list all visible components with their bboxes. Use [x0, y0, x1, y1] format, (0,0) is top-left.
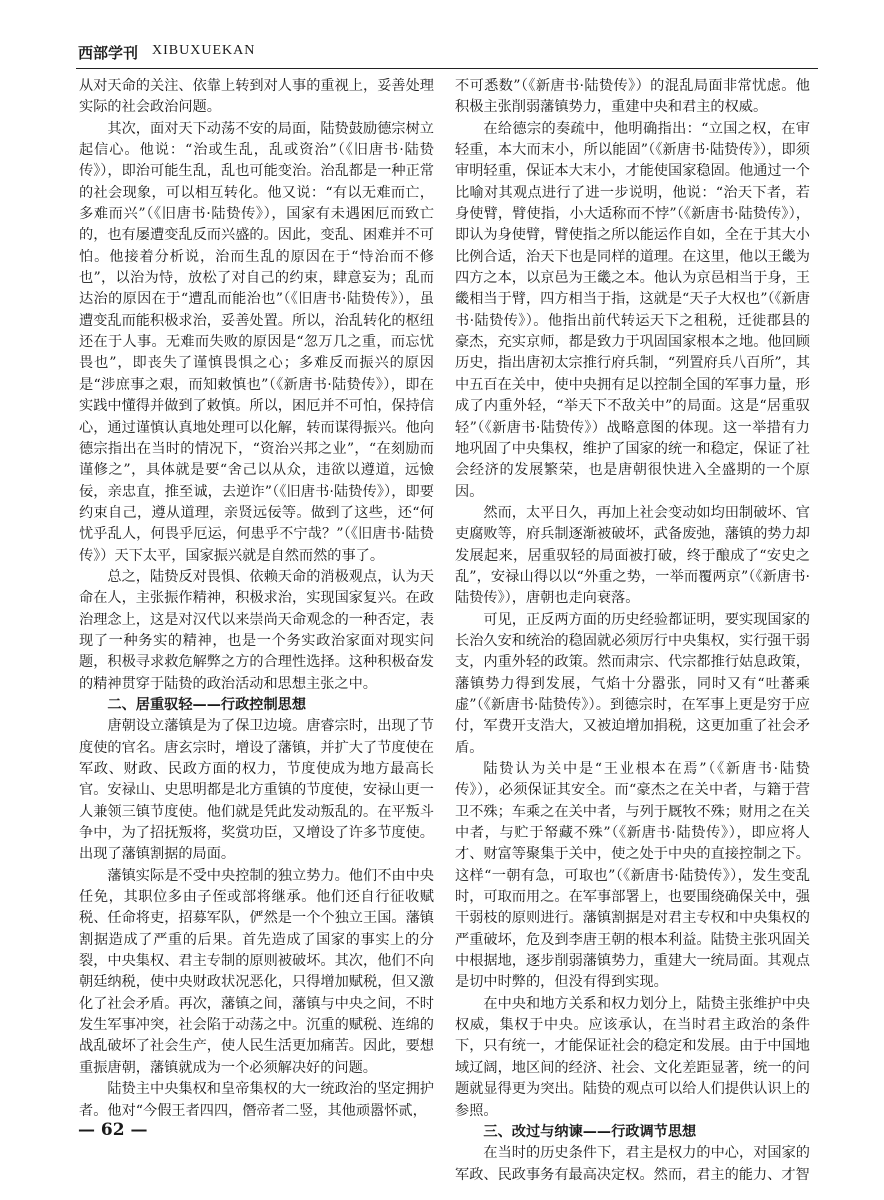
journal-name: 西部学刊 — [78, 44, 139, 62]
paragraph: 在中央和地方关系和权力划分上，陆贽主张维护中央权威，集权于中央。应该承认，在当时君主政治的条件下，只有统一，才能保证社会的稳定和发展。由于中国地域辽阔，地区间的经济、社会、文化差距显著，统一的问题就显得更为突出。陆贽的观点可以给人们提供认识上的参照。 — [455, 995, 810, 1119]
paragraph: 陆贽认为关中是“王业根本在焉”（《新唐书·陆贽传》），必须保证其安全。而“豪杰之在关中者，与籍于营卫不殊；车乘之在关中者，与列于厩牧不殊；财用之在关中者，与贮于帑藏不殊”（《新唐书·陆贽传》），即应将人才、财富等聚集于关中，使之处于中央的直接控制之下。这样“一朝有急，可取也”（《新唐书·陆贽传》），发生变乱时，可取而用之。在军事部署上，也要围绕确保关中，强干弱枝的原则进行。藩镇割据是对君主专权和中央集权的严重破坏，危及到李唐王朝的根本利益。陆贽主张巩固关中根据地，逐步削弱藩镇势力，重建大一统局面。其观点是切中时弊的，但没有得到实现。 — [455, 761, 810, 991]
page-number: — 62 — — [78, 1120, 148, 1140]
paragraph: 可见，正反两方面的历史经验都证明，要实现国家的长治久安和统治的稳固就必须厉行中央集权，实行强干弱支，内重外轻的政策。然而肃宗、代宗都推行姑息政策，藩镇势力得到发展，气焰十分嚣张，同时又有“吐蕃乘虚”（《新唐书·陆贽传》）。到德宗时，在军事上更是穷于应付，军费开支浩大，又被迫增加捐税，这更加重了社会矛盾。 — [455, 611, 810, 756]
journal-pinyin: XIBUXUEKAN — [152, 43, 256, 58]
paragraph: 在给德宗的奏疏中，他明确指出：“立国之权，在审轻重，本大而末小，所以能固”（《新唐书·陆贽传》），即须审明轻重，保证本大末小，才能使国家稳固。他通过一个比喻对其观点进行了进一步说明，他说：“治天下者，若身使臂，臂使指，小大适称而不悖”（《新唐书·陆贽传》），即认为身使臂，臂使指之所以能运作自如，全在于其大小比例合适，治天下也是同样的道理。在这里，他以王畿为四方之本，以京邑为王畿之本。他认为京邑相当于身，王畿相当于臂，四方相当于指，这就是“天子大权也”（《新唐书·陆贽传》）。他指出前代转运天下之租税，迁徙郡县的豪杰，充实京师，都是致力于巩固国家根本之地。他回顾历史，指出唐初太宗推行府兵制，“列置府兵八百所”，其中五百在关中，使中央拥有足以控制全国的军事力量，形成了内重外轻，“举天下不敌关中”的局面。这是“居重驭轻”（《新唐书·陆贽传》）战略意图的体现。这一举措有力地巩固了中央集权，维护了国家的统一和稳定，保证了社会经济的发展繁荣，也是唐朝很快进入全盛期的一个原因。 — [455, 120, 811, 500]
page-header — [78, 42, 818, 74]
paragraph: 总之，陆贽反对畏惧、依赖天命的消极观点，认为天命在人，主张振作精神，积极求治，实现国家复兴。在政治理念上，这是对汉代以来崇尚天命观念的一种否定，表现了一种务实的精神，也是一个务实政治家面对现实问题，积极寻求救危解弊之方的合理性选择。这种积极奋发的精神贯穿于陆贽的政治活动和思想主张之中。 — [79, 568, 434, 692]
paragraph: 其次，面对天下动荡不安的局面，陆贽鼓励德宗树立起信心。他说：“治或生乱，乱或资治”（《旧唐书·陆贽传》），即治可能生乱，乱也可能变治。治乱都是一种正常的社会现象，可以相互转化。他又说：“有以无难而亡，多难而兴”（《旧唐书·陆贽传》），国家有未遇困厄而致亡的，也有屡遭变乱反而兴盛的。因此，变乱、困难并不可怕。他接着分析说，治而生乱的原因在于“恃治而不修也”，以治为恃，放松了对自己的约束，肆意妄为；乱而达治的原因在于“遭乱而能治也”（《旧唐书·陆贽传》），虽遭变乱而能积极求治，妥善处置。所以，治乱转化的枢纽还在于人事。无难而失败的原因是“忽万几之重，而忘忧畏也”，即丧失了谨慎畏惧之心；多难反而振兴的原因是“涉庶事之艰，而知敕慎也”（《新唐书·陆贽传》），即在实践中懂得并做到了敕慎。所以，困厄并不可怕，保持信心，通过谨慎认真地处理可以化解，转而谋得振兴。他向德宗指出在当时的情况下，“资治兴邦之业”，“在刻励而谨修之”，具体就是要“舍己以从众，违欲以遵道，远憸佞，亲忠直，推至诚，去逆诈”（《旧唐书·陆贽传》），即要约束自己，遵从道理，亲贤远佞等。做到了这些，还“何忧乎乱人，何畏乎厄运，何患乎不宁哉？”（《旧唐书·陆贽传》）天下太平，国家振兴就是自然而然的事了。 — [79, 120, 434, 564]
paragraph: 藩镇实际是不受中央控制的独立势力。他们不由中央任免，其职位多由子侄或部将继承。他们还自行征收赋税、任命将吏，招募军队，俨然是一个个独立王国。藩镇割据造成了严重的后果。首先造成了国家的事实上的分裂，中央集权、君主专制的原则被破坏。其次，他们不向朝廷纳税，使中央财政状况恶化，只得增加赋税，但又激化了社会矛盾。再次，藩镇之间，藩镇与中央之间，不时发生军事冲突，社会陷于动荡之中。沉重的赋税、连绵的战乱破坏了社会生产，使人民生活更加痛苦。因此，要想重振唐朝，藩镇就成为一个必须解决好的问题。 — [79, 867, 434, 1076]
paragraph: 不可悉数”（《新唐书·陆贽传》）的混乱局面非常忧虑。他积极主张削弱藩镇势力，重建中央和君主的权威。 — [455, 78, 810, 116]
right-column — [455, 76, 810, 1186]
header-rule — [76, 68, 818, 69]
paragraph: 唐朝设立藩镇是为了保卫边境。唐睿宗时，出现了节度使的官名。唐玄宗时，增设了藩镇，并扩大了节度使在军政、财政、民政方面的权力，节度使成为地方最高长官。安禄山、史思明都是北方重镇的节度使，安禄山更一人兼领三镇节度使。他们就是凭此发动叛乱的。在平叛斗争中，为了招抚叛将，奖赏功臣，又增设了许多节度使。出现了藩镇割据的局面。 — [79, 718, 434, 863]
paragraph: 在当时的历史条件下，君主是权力的中心，对国家的军政、民政事务有最高决定权。然而，君主的能力、才智 — [455, 1145, 810, 1183]
paragraph: 然而，太平日久，再加上社会变动如均田制破坏、官吏腐败等，府兵制逐渐被破坏，武备废弛，藩镇的势力却发展起来，居重驭轻的局面被打破，终于酿成了“安史之乱”，安禄山得以以“外重之势，一举而覆两京”（《新唐书·陆贽传》），唐朝也走向衰落。 — [455, 504, 810, 607]
paragraph: 陆贽主中央集权和皇帝集权的大一统政治的坚定拥护者。他对“今假王者四四，僭帝者二竖，其他顽嚣怀贰， — [79, 1081, 434, 1119]
section-heading: 三、改过与纳谏——行政调节思想 — [483, 1123, 697, 1140]
left-column — [79, 76, 434, 1122]
section-heading: 二、居重驭轻——行政控制思想 — [107, 696, 307, 713]
paragraph: 从对天命的关注、依靠上转到对人事的重视上，妥善处理实际的社会政治问题。 — [79, 78, 434, 116]
